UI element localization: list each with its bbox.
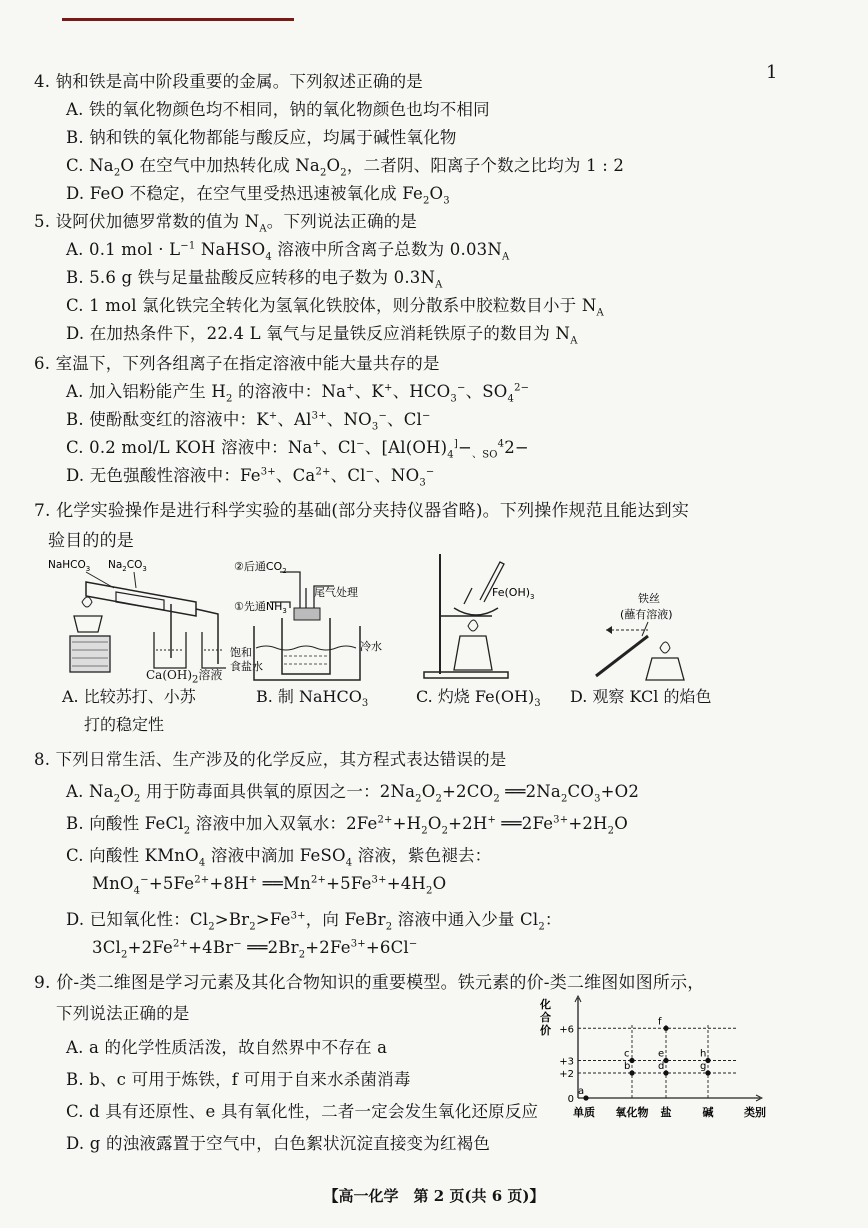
text-segment: 3+ <box>290 910 306 922</box>
chart-point-label: b <box>624 1061 631 1072</box>
text-segment: − <box>457 438 472 457</box>
chart-point-label: e <box>658 1048 665 1060</box>
text-segment: + <box>487 814 497 826</box>
text-segment: ，二者阴、阳离子个数之比均为 1 : 2 <box>346 156 625 175</box>
text-segment: >Br <box>214 910 250 929</box>
text-segment: + <box>383 382 393 394</box>
q9-stem-line1: 9. 价-类二维图是学习元素及其化合物知识的重要模型。铁元素的价-类二维图如图所示， <box>34 973 705 993</box>
text-segment: 的溶液中：Na <box>232 382 347 401</box>
text-segment: 2 <box>607 825 615 837</box>
text-segment: C. 向酸性 KMnO <box>66 846 199 865</box>
q8-option-d-line1 <box>66 906 562 933</box>
text-segment: 。下列说法正确的是 <box>266 212 418 231</box>
text-segment: 4 <box>507 393 515 405</box>
text-segment: 4 <box>447 449 454 461</box>
q4-option-c <box>66 152 625 179</box>
page-marker: 1 <box>766 62 778 83</box>
text-segment: +2H <box>448 814 488 833</box>
q9-stem-line2: 下列说法正确的是 <box>56 1004 190 1023</box>
text-segment: 4 <box>497 438 505 450</box>
text-segment: + <box>248 874 258 886</box>
text-segment: 2 <box>560 793 568 805</box>
text-segment: 4 <box>265 251 272 263</box>
text-segment: 、Al <box>277 410 312 429</box>
text-segment: +8H <box>209 874 249 893</box>
text-segment: 4 <box>198 857 206 869</box>
chart-point-a <box>583 1095 588 1100</box>
fig-c-label-feoh3: $Fe(OH)_3$ <box>492 586 535 601</box>
text-segment: +O <box>600 782 629 801</box>
text-segment: A <box>259 223 267 235</box>
text-segment: 2 <box>319 167 327 179</box>
chart-ytick-label: +2 <box>559 1069 574 1080</box>
chart-point-f <box>663 1026 668 1031</box>
text-segment: 3 <box>534 698 541 710</box>
text-segment: − <box>356 438 365 450</box>
text-segment: 、NO <box>374 466 420 485</box>
text-segment: 2 <box>113 793 121 805</box>
text-segment: 2+ <box>194 874 210 886</box>
text-segment: − <box>456 382 466 394</box>
q7-caption-a-line2: 打的稳定性 <box>84 715 165 734</box>
q8-option-d-line2 <box>92 938 418 961</box>
chart-ylabel-char: 化 <box>540 998 551 1011</box>
text-segment: B. 向酸性 FeCl <box>66 814 184 833</box>
text-segment: O <box>120 782 134 801</box>
q5-option-d <box>66 320 578 347</box>
text-segment: A. Na <box>66 782 114 801</box>
chart-category-label: 氧化物 <box>615 1106 649 1119</box>
chart-category-label: 碱 <box>702 1106 714 1119</box>
text-segment: 3+ <box>311 410 327 422</box>
q7-figure-a <box>46 554 226 684</box>
text-segment: 溶液中滴加 FeSO <box>205 846 346 865</box>
fig-b-label-nh3: ①先通$NH_3$ <box>234 600 287 615</box>
text-segment: 2 <box>538 921 545 933</box>
text-segment: +4Br <box>188 938 234 957</box>
chart-xlabel: 类别 <box>744 1106 766 1119</box>
text-segment: 、K <box>354 382 384 401</box>
text-segment: +2H <box>568 814 608 833</box>
q9-option-a: A. a 的化学性质活泼，故自然界中不存在 a <box>66 1038 388 1057</box>
q7-figure-d <box>590 592 700 682</box>
text-segment: B. 5.6 g 铁与足量盐酸反应转移的电子数为 0.3N <box>66 268 436 287</box>
fig-b-label-co2: ②后通$CO_2$ <box>234 560 287 575</box>
chart-ytick-label: 0 <box>567 1094 574 1105</box>
chart-ytick-label: +6 <box>559 1024 574 1036</box>
text-segment: MnO <box>92 874 134 893</box>
fig-a-label-na2co3: $Na_2CO_3$ <box>108 559 147 573</box>
q5-option-c <box>66 292 604 319</box>
q9-option-c: C. d 具有还原性、e 具有氧化性，二者一定会发生氧化还原反应 <box>66 1102 539 1121</box>
text-segment: ══2Fe <box>496 814 554 833</box>
q8-option-a <box>66 778 640 805</box>
text-segment: + <box>268 410 278 422</box>
text-segment: 、[Al(OH) <box>364 438 448 457</box>
text-segment: + <box>346 382 355 394</box>
q4-option-d <box>66 180 450 207</box>
text-segment: ══2Na <box>499 782 561 801</box>
text-segment: −1 <box>180 240 196 252</box>
text-segment: O <box>427 814 442 833</box>
text-segment: 3 <box>419 477 426 489</box>
fig-b-label-coldwater: 冷水 <box>360 640 382 653</box>
text-segment: +5Fe <box>148 874 195 893</box>
q8-stem: 8. 下列日常生活、生产涉及的化学反应，其方程式表达错误的是 <box>34 750 507 769</box>
q7-figure-b <box>230 556 400 684</box>
text-segment: C. 0.2 mol/L KOH 溶液中：Na <box>66 438 313 457</box>
text-segment: A <box>570 335 578 347</box>
chart-ylabel-char: 合 <box>540 1011 551 1024</box>
fig-a-label-nahco3: NaHCO$_3$ <box>48 559 91 573</box>
text-segment: 3Cl <box>92 938 121 957</box>
text-segment: +H <box>392 814 422 833</box>
text-segment: O <box>326 156 341 175</box>
fig-b-label-tail: 尾气处理 <box>314 586 358 599</box>
chart-ytick-label: +3 <box>559 1056 574 1068</box>
text-segment: A. 加入铝粉能产生 H <box>66 382 226 401</box>
text-segment: A <box>502 251 510 263</box>
q7-caption-c <box>416 684 541 710</box>
text-segment: D. 无色强酸性溶液中：Fe <box>66 466 261 485</box>
text-segment: O <box>421 782 436 801</box>
q9-option-d: D. g 的浊液露置于空气中，白色絮状沉淀直接变为红褐色 <box>66 1134 491 1153</box>
text-segment: 3 <box>371 421 379 433</box>
text-segment: − <box>140 874 149 886</box>
chart-ylabel-char: 价 <box>540 1024 551 1037</box>
q7-caption-a-line1: A. 比较苏打、小苏 <box>62 687 196 706</box>
text-segment: 、NO <box>326 410 372 429</box>
text-segment: 2 <box>422 195 430 207</box>
chart-category-label: 盐 <box>660 1106 672 1119</box>
chart-point-c <box>629 1058 634 1063</box>
text-segment: 2 <box>628 782 640 801</box>
text-segment: >Fe <box>255 910 291 929</box>
q7-stem-line2: 验目的的是 <box>48 531 134 551</box>
text-segment: C. 1 mol 氯化铁完全转化为氢氧化铁胶体，则分散系中胶粒数目小于 N <box>66 296 597 315</box>
text-segment: 2 <box>435 793 443 805</box>
q4-stem: 4. 钠和铁是高中阶段重要的金属。下列叙述正确的是 <box>34 72 423 91</box>
text-segment: 、HCO <box>392 382 451 401</box>
text-segment: O <box>432 874 447 893</box>
text-segment: 2 <box>426 885 433 897</box>
text-segment: O 在空气中加热转化成 Na <box>120 156 320 175</box>
fig-d-label-solution: (蘸有溶液) <box>620 608 673 621</box>
q7-figure-c <box>420 552 550 682</box>
text-segment: 2 <box>298 949 306 961</box>
text-segment: C. Na <box>66 156 114 175</box>
text-segment: +5Fe <box>326 874 372 893</box>
chart-category-label: 单质 <box>573 1106 595 1119</box>
text-segment: A <box>435 279 443 291</box>
fig-b-label-brine2: 食盐水 <box>230 660 263 673</box>
text-segment: 2+ <box>377 814 393 826</box>
text-segment: 2 <box>133 793 141 805</box>
text-segment: A <box>596 307 604 319</box>
valence-class-chart <box>536 994 768 1120</box>
text-segment: 2 <box>225 393 233 405</box>
text-segment: 2 <box>493 793 500 805</box>
q8-option-c-line1 <box>66 842 492 869</box>
text-segment: − <box>425 466 435 478</box>
q7-caption-b <box>256 684 369 710</box>
text-segment: O <box>429 184 444 203</box>
text-segment: 、Cl <box>330 466 366 485</box>
q6-option-b <box>66 406 431 433</box>
text-segment: A. 0.1 mol · L <box>66 240 181 259</box>
text-segment: − <box>422 410 431 422</box>
text-segment: 、Cl <box>321 438 357 457</box>
text-segment: D. FeO 不稳定，在空气里受热迅速被氧化成 Fe <box>66 184 423 203</box>
text-segment: +6Cl <box>365 938 409 957</box>
text-segment: 2+ <box>173 938 189 950</box>
text-segment: D. 在加热条件下，22.4 L 氧气与足量铁反应消耗铁原子的数目为 N <box>66 324 571 343</box>
q6-stem: 6. 室温下，下列各组离子在指定溶液中能大量共存的是 <box>34 354 440 373</box>
text-segment: − <box>408 938 418 950</box>
q4-option-b: B. 钠和铁的氧化物都能与酸反应，均属于碱性氧化物 <box>66 128 457 147</box>
text-segment: 2− <box>504 438 529 457</box>
text-segment: 、Cl <box>387 410 423 429</box>
q7-caption-d: D. 观察 KCl 的焰色 <box>570 687 712 706</box>
text-segment: − <box>233 938 242 950</box>
text-segment: D. 已知氧化性：Cl <box>66 910 209 929</box>
text-segment: 溶液中通入少量 Cl <box>392 910 539 929</box>
text-segment: 2 <box>340 167 347 179</box>
text-segment: 2 <box>183 825 191 837</box>
text-segment: 2+ <box>315 466 331 478</box>
fig-a-label-caoh2: $Ca(OH)_2$溶液 <box>146 668 223 686</box>
q5-stem <box>34 208 418 235</box>
text-segment: 3 <box>361 698 369 710</box>
top-rule <box>62 18 294 21</box>
text-segment: ，向 FeBr <box>305 910 386 929</box>
text-segment: NaHSO <box>195 240 266 259</box>
q8-option-b <box>66 810 628 837</box>
q7-stem-line1: 7. 化学实验操作是进行科学实验的基础(部分夹持仪器省略)。下列操作规范且能达到实 <box>34 501 690 521</box>
text-segment: + <box>312 438 322 450</box>
q5-option-b <box>66 264 443 291</box>
text-segment: 、Ca <box>275 466 316 485</box>
text-segment: 5. 设阿伏加德罗常数的值为 N <box>34 212 260 231</box>
text-segment: +2Fe <box>305 938 351 957</box>
text-segment: 溶液中所含离子总数为 0.03N <box>271 240 502 259</box>
text-segment: ] <box>453 438 458 450</box>
chart-point-label: h <box>700 1048 707 1060</box>
chart-point-label: d <box>658 1061 665 1072</box>
q6-option-c <box>66 434 529 461</box>
q8-option-c-line2 <box>92 874 447 897</box>
text-segment: B. 使酚酞变红的溶液中：K <box>66 410 269 429</box>
text-segment: 3+ <box>350 938 366 950</box>
q6-option-d <box>66 462 435 489</box>
chart-point-label: c <box>624 1048 630 1060</box>
text-segment: 、SO <box>465 382 508 401</box>
text-segment: O <box>614 814 628 833</box>
text-segment: 2− <box>514 382 530 394</box>
text-segment: 3 <box>594 793 601 805</box>
q4-option-a: A. 铁的氧化物颜色均不相同，钠的氧化物颜色也均不相同 <box>66 100 490 119</box>
text-segment: 2 <box>121 949 128 961</box>
q5-option-a <box>66 236 510 263</box>
text-segment: CO <box>567 782 595 801</box>
text-segment: 4 <box>345 857 353 869</box>
text-segment: 2 <box>208 921 215 933</box>
text-segment: +2Fe <box>127 938 173 957</box>
page-footer: 【高一化学 第 2 页(共 6 页)】 <box>323 1187 545 1205</box>
text-segment: 3+ <box>260 466 276 478</box>
chart-point-e <box>663 1058 668 1063</box>
text-segment: 4 <box>133 885 141 897</box>
q9-option-b: B. b、c 可用于炼铁，f 可用于自来水杀菌消毒 <box>66 1070 411 1089</box>
q6-option-a <box>66 378 530 405</box>
text-segment: 、SO <box>472 449 498 461</box>
text-segment: +4H <box>386 874 427 893</box>
text-segment: 3+ <box>371 874 387 886</box>
text-segment: − <box>365 466 375 478</box>
text-segment: 溶液，紫色褪去： <box>352 846 492 865</box>
fig-d-label-wire: 铁丝 <box>638 592 660 605</box>
text-segment: 2 <box>385 921 393 933</box>
text-segment: 2 <box>113 167 121 179</box>
text-segment: B. 制 NaHCO <box>256 687 362 706</box>
chart-point-label: g <box>700 1061 707 1072</box>
text-segment: 3 <box>450 393 457 405</box>
fig-b-label-brine1: 饱和 <box>230 646 252 659</box>
text-segment: 2+ <box>310 874 327 886</box>
text-segment: 2 <box>249 921 256 933</box>
text-segment: 3+ <box>553 814 569 826</box>
text-segment: ： <box>544 910 562 929</box>
text-segment: 3 <box>443 195 450 207</box>
text-segment: 2 <box>441 825 449 837</box>
text-segment: − <box>378 410 388 422</box>
chart-point-label: a <box>578 1086 585 1097</box>
text-segment: 溶液中加入双氧水：2Fe <box>190 814 378 833</box>
text-segment: 2 <box>421 825 428 837</box>
text-segment: ══2Br <box>241 938 299 957</box>
text-segment: ══Mn <box>257 874 311 893</box>
text-segment: 2 <box>415 793 422 805</box>
text-segment: 用于防毒面具供氧的原因之一：2Na <box>140 782 416 801</box>
text-segment: +2CO <box>442 782 494 801</box>
chart-point-label: f <box>658 1016 662 1028</box>
text-segment: C. 灼烧 Fe(OH) <box>416 687 535 706</box>
